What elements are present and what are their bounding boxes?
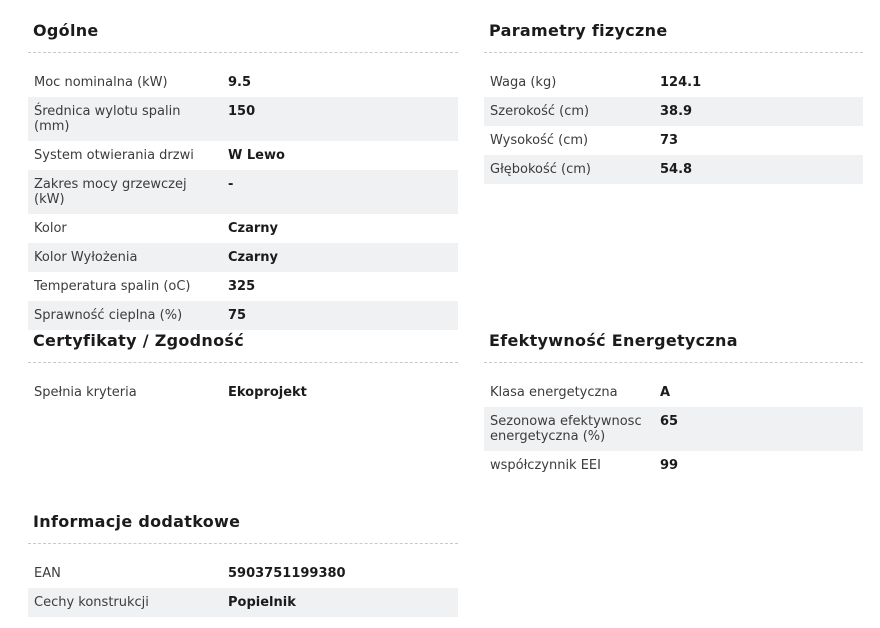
spec-value: 99 — [660, 458, 679, 473]
spec-value: 54.8 — [660, 162, 693, 177]
section-title-efektywnosc-energetyczna: Efektywność Energetyczna — [484, 329, 863, 363]
spec-row — [28, 243, 458, 272]
section-title-ogolne: Ogólne — [28, 19, 458, 53]
spec-row — [28, 170, 458, 214]
section-certyfikaty — [28, 329, 458, 510]
spec-label: Szerokość (cm) — [490, 104, 590, 119]
section-title-parametry-fizyczne: Parametry fizyczne — [484, 19, 863, 53]
spec-value: 124.1 — [660, 75, 702, 90]
spec-value: Czarny — [228, 221, 279, 236]
spec-label: Spełnia kryteria — [34, 385, 137, 400]
spec-label: Temperatura spalin (oC) — [34, 279, 191, 294]
spec-row — [28, 378, 458, 407]
spec-value: Popielnik — [228, 595, 296, 610]
spec-row — [28, 214, 458, 243]
spec-label: Sezonowa efektywnosc energetyczna (%) — [490, 414, 642, 444]
spec-value: 65 — [660, 414, 679, 429]
spec-row — [28, 272, 458, 301]
spec-table-parametry-fizyczne — [484, 68, 863, 184]
spec-value: A — [660, 385, 671, 400]
spec-label: Klasa energetyczna — [490, 385, 618, 400]
spec-label: Kolor Wyłożenia — [34, 250, 138, 265]
section-parametry-fizyczne — [484, 19, 863, 329]
spec-label: Cechy konstrukcji — [34, 595, 149, 610]
spec-label: Wysokość (cm) — [490, 133, 589, 148]
spec-row — [28, 301, 458, 330]
section-ogolne — [28, 19, 458, 329]
spec-value: 5903751199380 — [228, 566, 346, 581]
section-title-informacje-dodatkowe: Informacje dodatkowe — [28, 510, 458, 544]
spec-row — [484, 378, 863, 407]
spec-row — [484, 407, 863, 451]
spec-table-certyfikaty — [28, 378, 458, 407]
spec-value: 325 — [228, 279, 256, 294]
spec-row — [484, 155, 863, 184]
spec-label: Moc nominalna (kW) — [34, 75, 168, 90]
spec-row — [28, 588, 458, 617]
spec-row — [28, 97, 458, 141]
spec-row — [484, 451, 863, 480]
spec-label: Średnica wylotu spalin (mm) — [34, 104, 181, 134]
spec-label: Głębokość (cm) — [490, 162, 591, 177]
spec-row — [484, 126, 863, 155]
spec-value: Czarny — [228, 250, 279, 265]
spec-row — [28, 141, 458, 170]
spec-value: 9.5 — [228, 75, 252, 90]
section-efektywnosc-energetyczna — [484, 329, 863, 510]
spec-label: EAN — [34, 566, 61, 581]
spec-table-informacje-dodatkowe — [28, 559, 458, 617]
spec-label: Sprawność cieplna (%) — [34, 308, 183, 323]
spec-row — [484, 97, 863, 126]
spec-value: 73 — [660, 133, 679, 148]
spec-label: System otwierania drzwi — [34, 148, 194, 163]
spec-label: współczynnik EEI — [490, 458, 601, 473]
spec-label: Kolor — [34, 221, 67, 236]
spec-table-efektywnosc-energetyczna — [484, 378, 863, 480]
spec-value: 75 — [228, 308, 247, 323]
spec-row — [28, 559, 458, 588]
spec-label: Waga (kg) — [490, 75, 557, 90]
section-informacje-dodatkowe — [28, 510, 458, 617]
spec-value: Ekoprojekt — [228, 385, 307, 400]
spec-row — [484, 68, 863, 97]
spec-value: 38.9 — [660, 104, 693, 119]
spec-label: Zakres mocy grzewczej (kW) — [34, 177, 187, 207]
spec-value: 150 — [228, 104, 256, 119]
section-title-certyfikaty: Certyfikaty / Zgodność — [28, 329, 458, 363]
spec-table-ogolne — [28, 68, 458, 330]
spec-row — [28, 68, 458, 97]
spec-value: W Lewo — [228, 148, 285, 163]
spec-value: - — [228, 177, 234, 192]
